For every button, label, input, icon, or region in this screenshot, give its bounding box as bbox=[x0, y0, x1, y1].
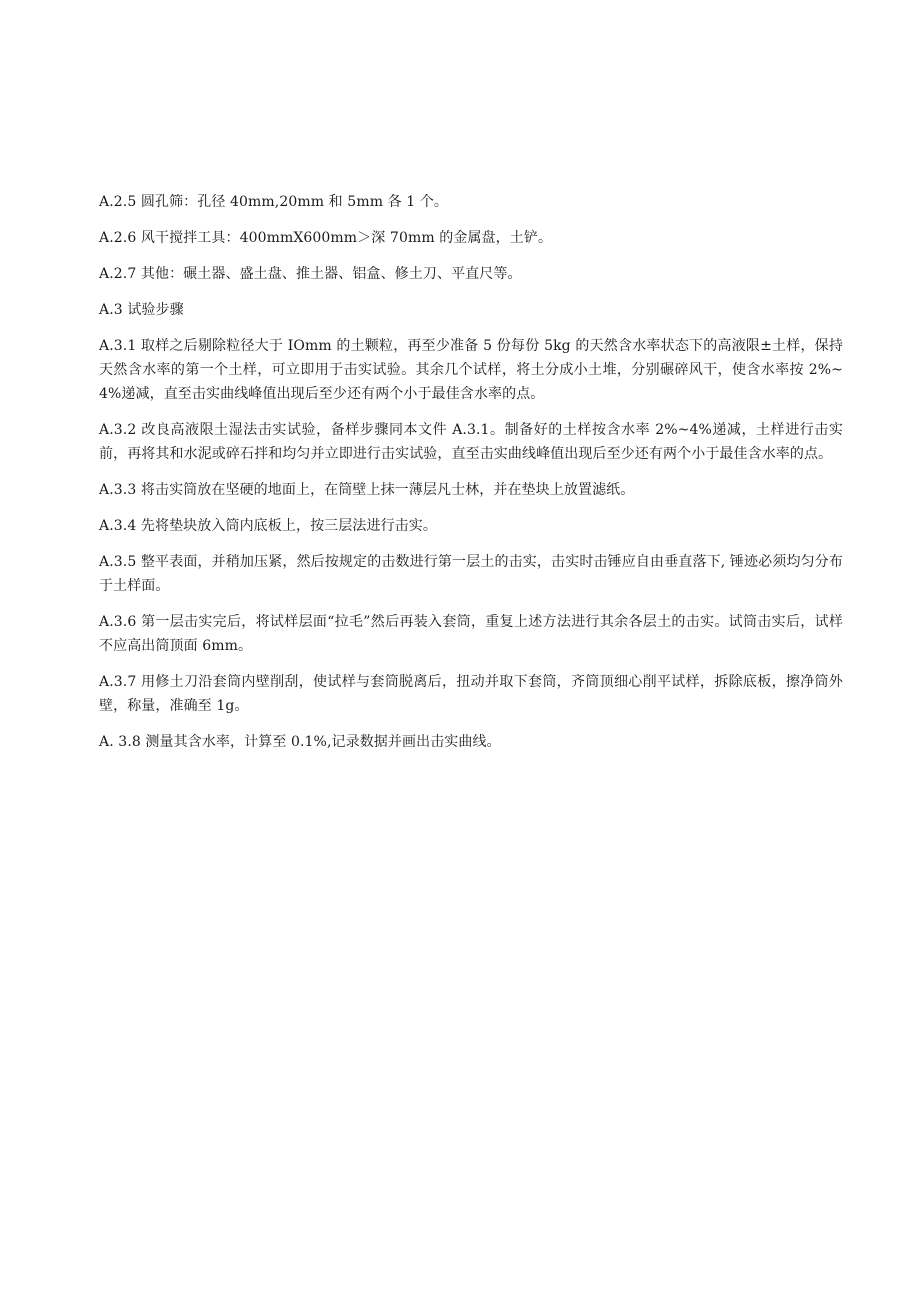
paragraph-a-3-3: A.3.3 将击实筒放在坚硬的地面上，在筒壁上抹一薄层凡士林，并在垫块上放置滤纸。 bbox=[99, 482, 635, 498]
paragraph-a-3-7: A.3.7 用修土刀沿套筒内壁削刮，使试样与套筒脱离后，扭动并取下套筒，齐筒顶细心削平试样，拆除底板，擦净筒外壁，称量，准确至 1g。 bbox=[99, 674, 843, 714]
paragraph-a-3-6: A.3.6 第一层击实完后，将试样层面“拉毛”然后再装入套筒，重复上述方法进行其余各层土的击实。试筒击实后，试样不应高出筒顶面 6mm。 bbox=[99, 614, 843, 654]
paragraph-a-2-7: A.2.7 其他：碾土器、盛土盘、推土器、铝盒、修土刀、平直尺等。 bbox=[99, 266, 522, 282]
section-heading-a-3: A.3 试验步骤 bbox=[99, 302, 184, 318]
paragraph-a-2-5: A.2.5 圆孔筛：孔径 40mm,20mm 和 5mm 各 1 个。 bbox=[99, 194, 449, 210]
paragraph-a-2-6: A.2.6 风干搅拌工具：400mmX600mm＞深 70mm 的金属盘，土铲。 bbox=[99, 230, 553, 246]
paragraph-a-3-1: A.3.1 取样之后剔除粒径大于 IOmm 的土颗粒，再至少准备 5 份每份 5kg 的天然含水率状态下的高液限±土样，保持天然含水率的第一个土样，可立即用于击实试验。其余几个试样，将土分成小土堆，分别碾碎风干，使含水率按 2%~4%递减，直至击实曲线峰值出现后至少还有两个小于最佳含水率的点。 bbox=[99, 338, 843, 402]
paragraph-a-3-2: A.3.2 改良高液限土湿法击实试验，备样步骤同本文件 A.3.1。制备好的土样按含水率 2%~4%递减，土样进行击实前，再将其和水泥或碎石拌和均匀并立即进行击实试验，直至击实曲线峰值出现后至少还有两个小于最佳含水率的点。 bbox=[99, 422, 843, 462]
paragraph-a-3-4: A.3.4 先将垫块放入筒内底板上，按三层法进行击实。 bbox=[99, 518, 437, 534]
document-body bbox=[99, 190, 843, 766]
paragraph-a-3-5: A.3.5 整平表面，并稍加压紧，然后按规定的击数进行第一层土的击实，击实时击锤应自由垂直落下, 锤迹必须均匀分布于土样面。 bbox=[99, 554, 843, 594]
paragraph-a-3-8: A. 3.8 测量其含水率，计算至 0.1%,记录数据并画出击实曲线。 bbox=[99, 734, 501, 750]
